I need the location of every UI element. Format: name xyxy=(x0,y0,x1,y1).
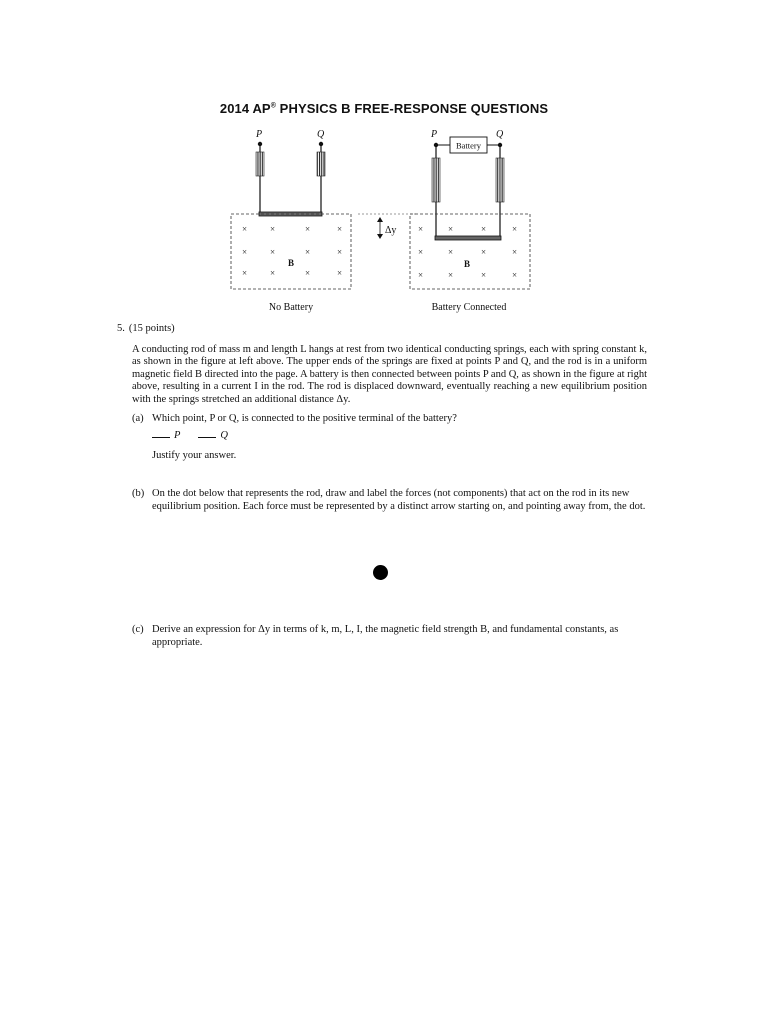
svg-text:×: × xyxy=(242,247,248,257)
problem-stem: A conducting rod of mass m and length L hangs at rest from two identical conducting springs, each with spring constant k, as shown in the figure at left above. The upper ends of the springs are fixed at points P and Q, and the rod is in a uniform magnetic field B directed into the page. A battery is then connected between points P and Q, as shown in the figure at right above, resulting in a current I in the rod. The rod is displaced downward, eventually reaching a new equilibrium position with the springs stretched an additional distance Δy. xyxy=(132,343,647,405)
right-spring-q xyxy=(496,158,504,202)
option-p[interactable] xyxy=(152,429,180,443)
right-field-label: B xyxy=(464,259,471,269)
right-point-q-label: Q xyxy=(496,129,504,140)
svg-text:×: × xyxy=(270,224,276,234)
right-spring-p xyxy=(432,158,440,202)
delta-y-indicator xyxy=(358,214,418,239)
left-field-region xyxy=(231,214,351,289)
problem-number: 5. xyxy=(117,323,125,334)
option-q-blank[interactable] xyxy=(198,429,216,438)
part-a xyxy=(132,413,647,426)
left-field-marks xyxy=(242,224,342,278)
left-point-q-label: Q xyxy=(317,129,325,140)
left-caption: No Battery xyxy=(268,302,314,313)
svg-text:×: × xyxy=(305,268,311,278)
option-q[interactable] xyxy=(198,429,228,443)
option-q-label: Q xyxy=(220,430,229,442)
option-p-label: P xyxy=(174,430,181,442)
physics-figure xyxy=(0,0,768,330)
part-a-label: (a) xyxy=(132,412,144,424)
svg-text:×: × xyxy=(242,224,248,234)
svg-text:×: × xyxy=(481,270,487,280)
svg-text:×: × xyxy=(448,270,454,280)
part-a-options xyxy=(152,429,647,443)
part-a-justify: Justify your answer. xyxy=(152,449,237,461)
title-sup: ® xyxy=(270,102,276,110)
left-point-p-label: P xyxy=(256,129,263,140)
part-c-label: (c) xyxy=(132,624,144,635)
svg-text:×: × xyxy=(481,247,487,257)
svg-text:×: × xyxy=(512,270,518,280)
left-diagram xyxy=(231,129,351,313)
svg-text:×: × xyxy=(448,247,454,257)
svg-text:×: × xyxy=(481,224,487,234)
rod-dot[interactable] xyxy=(373,565,388,580)
right-caption: Battery Connected xyxy=(431,302,507,313)
svg-text:×: × xyxy=(512,224,518,234)
svg-text:×: × xyxy=(448,224,454,234)
svg-text:×: × xyxy=(305,224,311,234)
right-diagram xyxy=(410,129,530,313)
title-main: 2014 AP xyxy=(219,101,271,116)
svg-text:×: × xyxy=(418,247,424,257)
svg-text:×: × xyxy=(305,247,311,257)
problem-points: (15 points) xyxy=(128,323,175,334)
right-field-marks xyxy=(418,224,517,280)
svg-text:×: × xyxy=(270,268,276,278)
left-spring-p xyxy=(256,152,264,176)
svg-text:×: × xyxy=(337,247,343,257)
title-rest: PHYSICS B FREE-RESPONSE QUESTIONS xyxy=(275,101,549,116)
svg-text:×: × xyxy=(337,224,343,234)
problem-5 xyxy=(117,323,647,514)
option-p-blank[interactable] xyxy=(152,429,170,438)
part-c-question: Derive an expression for Δy in terms of k, m, L, I, the magnetic field strength B, and fundamental constants, as appropriate. xyxy=(152,624,619,648)
svg-text:×: × xyxy=(270,247,276,257)
left-spring-q xyxy=(317,152,325,176)
part-a-question: Which point, P or Q, is connected to the positive terminal of the battery? xyxy=(152,412,457,424)
part-c xyxy=(132,624,647,649)
svg-text:×: × xyxy=(337,268,343,278)
svg-text:×: × xyxy=(418,270,424,280)
svg-text:×: × xyxy=(242,268,248,278)
problem-header xyxy=(117,323,647,336)
part-b-question: On the dot below that represents the rod, draw and label the forces (not components) that act on the rod in its new equilibrium position. Each force must be represented by a distinct arrow starting on, and pointing away from, the dot. xyxy=(152,488,646,512)
part-b xyxy=(132,488,647,513)
left-field-label: B xyxy=(288,258,295,268)
svg-text:×: × xyxy=(512,247,518,257)
delta-y-label: Δy xyxy=(385,225,397,236)
right-rod xyxy=(435,236,501,240)
battery-label: Battery xyxy=(455,140,482,151)
right-point-p-label: P xyxy=(431,129,438,140)
part-b-label: (b) xyxy=(132,488,145,500)
svg-text:×: × xyxy=(418,224,424,234)
part-c-container xyxy=(117,624,647,649)
